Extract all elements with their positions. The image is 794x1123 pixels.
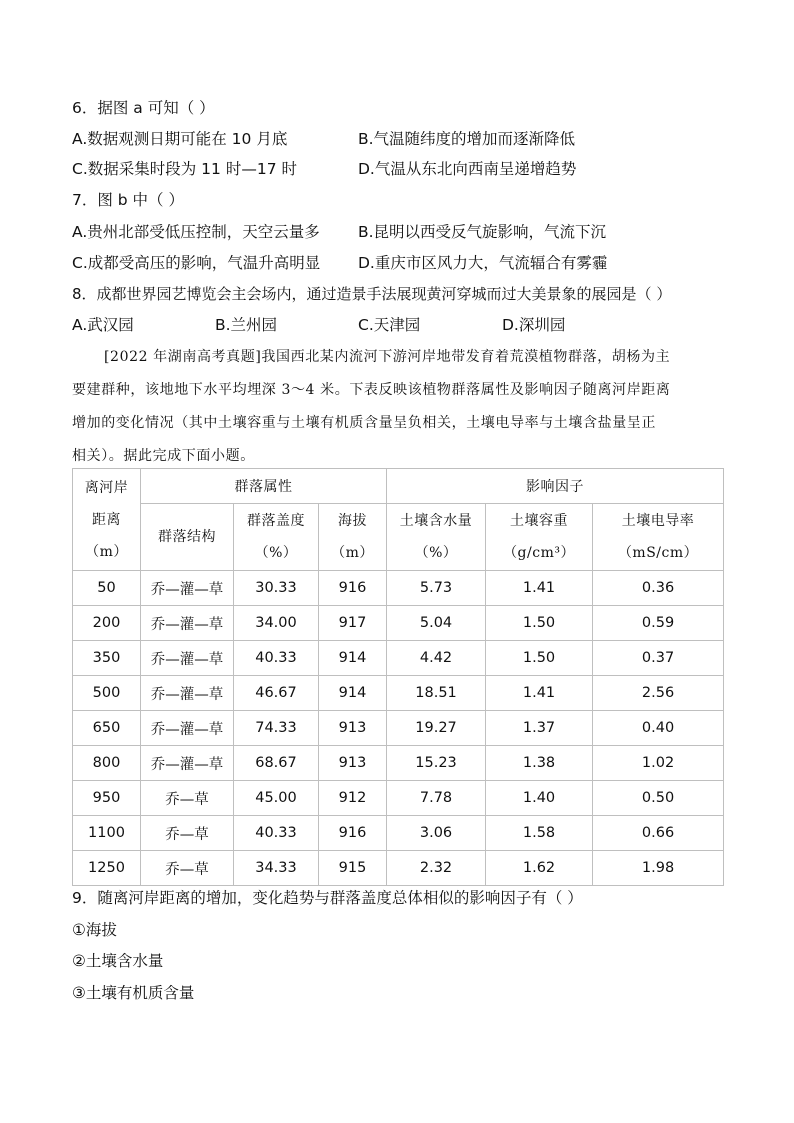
cell-cover: 30.33 [234, 571, 319, 606]
cell-soil-conductivity: 0.40 [593, 711, 724, 746]
question-7-option-c: C.成都受高压的影响，气温升高明显 [72, 254, 321, 272]
cell-cover: 74.33 [234, 711, 319, 746]
header-structure: 群落结构 [141, 504, 234, 571]
table-row [73, 571, 724, 606]
cell-soil-water: 4.42 [387, 641, 486, 676]
cell-soil-water: 5.04 [387, 606, 486, 641]
cell-soil-density: 1.37 [486, 711, 593, 746]
passage-line-4: 相关）。据此完成下面小题。 [72, 448, 255, 464]
table-row [73, 606, 724, 641]
question-6-option-c: C.数据采集时段为 11 时—17 时 [72, 160, 297, 178]
table-row [73, 851, 724, 886]
passage-intro [72, 341, 726, 473]
cell-soil-conductivity: 1.02 [593, 746, 724, 781]
question-9-item-3: ③土壤有机质含量 [72, 984, 195, 1002]
question-8-stem: 8．成都世界园艺博览会主会场内，通过造景手法展现黄河穿城而过大美景象的展园是（ ） [72, 285, 672, 303]
cell-structure: 乔—灌—草 [141, 746, 234, 781]
cell-altitude: 914 [319, 641, 387, 676]
cell-soil-water: 18.51 [387, 676, 486, 711]
question-7-option-d: D.重庆市区风力大，气流辐合有雾霾 [358, 254, 608, 272]
table-row [73, 781, 724, 816]
cell-altitude: 912 [319, 781, 387, 816]
cell-altitude: 913 [319, 711, 387, 746]
cell-cover: 34.00 [234, 606, 319, 641]
question-8-option-a: A.武汉园 [72, 316, 134, 334]
cell-soil-water: 3.06 [387, 816, 486, 851]
cell-soil-conductivity: 1.98 [593, 851, 724, 886]
question-8-option-d: D.深圳园 [502, 316, 566, 334]
cell-altitude: 914 [319, 676, 387, 711]
question-7-stem: 7．图 b 中（ ） [72, 191, 184, 209]
table-row [73, 676, 724, 711]
cell-cover: 68.67 [234, 746, 319, 781]
cell-soil-density: 1.62 [486, 851, 593, 886]
cell-soil-density: 1.38 [486, 746, 593, 781]
cell-structure: 乔—灌—草 [141, 641, 234, 676]
vegetation-data-table [72, 468, 724, 886]
cell-structure: 乔—灌—草 [141, 711, 234, 746]
cell-soil-conductivity: 2.56 [593, 676, 724, 711]
cell-altitude: 916 [319, 571, 387, 606]
cell-soil-water: 7.78 [387, 781, 486, 816]
cell-soil-conductivity: 0.37 [593, 641, 724, 676]
header-cover: 群落盖度（%） [234, 504, 319, 571]
cell-soil-water: 2.32 [387, 851, 486, 886]
cell-cover: 45.00 [234, 781, 319, 816]
question-6-option-d: D.气温从东北向西南呈递增趋势 [358, 160, 577, 178]
cell-soil-water: 5.73 [387, 571, 486, 606]
header-soil-density: 土壤容重（g/cm³） [486, 504, 593, 571]
table-row [73, 641, 724, 676]
cell-distance: 500 [73, 676, 141, 711]
cell-structure: 乔—灌—草 [141, 606, 234, 641]
header-influencing-factors: 影响因子 [387, 469, 724, 504]
cell-distance: 350 [73, 641, 141, 676]
cell-soil-density: 1.41 [486, 571, 593, 606]
cell-distance: 1250 [73, 851, 141, 886]
cell-soil-density: 1.41 [486, 676, 593, 711]
cell-soil-density: 1.50 [486, 606, 593, 641]
question-9-item-2: ②土壤含水量 [72, 952, 164, 970]
cell-cover: 46.67 [234, 676, 319, 711]
table-body [73, 571, 724, 886]
cell-soil-density: 1.40 [486, 781, 593, 816]
cell-cover: 40.33 [234, 641, 319, 676]
cell-distance: 200 [73, 606, 141, 641]
cell-structure: 乔—灌—草 [141, 571, 234, 606]
question-6-option-b: B.气温随纬度的增加而逐渐降低 [358, 130, 576, 148]
header-soil-water: 土壤含水量（%） [387, 504, 486, 571]
cell-soil-density: 1.58 [486, 816, 593, 851]
question-7-option-b: B.昆明以西受反气旋影响，气流下沉 [358, 223, 607, 241]
cell-distance: 650 [73, 711, 141, 746]
cell-soil-conductivity: 0.50 [593, 781, 724, 816]
cell-altitude: 917 [319, 606, 387, 641]
cell-soil-conductivity: 0.36 [593, 571, 724, 606]
header-soil-conductivity: 土壤电导率（mS/cm） [593, 504, 724, 571]
cell-structure: 乔—灌—草 [141, 676, 234, 711]
cell-structure: 乔—草 [141, 851, 234, 886]
cell-structure: 乔—草 [141, 816, 234, 851]
cell-distance: 950 [73, 781, 141, 816]
passage-line-1: [2022 年湖南高考真题]我国西北某内流河下游河岸地带发育着荒漠植物群落，胡杨为主 [104, 349, 671, 365]
header-community-attributes: 群落属性 [141, 469, 387, 504]
passage-line-3: 增加的变化情况（其中土壤容重与土壤有机质含量呈负相关，土壤电导率与土壤含盐量呈正 [72, 415, 656, 431]
table-row [73, 816, 724, 851]
cell-distance: 1100 [73, 816, 141, 851]
cell-altitude: 916 [319, 816, 387, 851]
passage-line-2: 要建群种，该地地下水平均埋深 3～4 米。下表反映该植物群落属性及影响因子随离河岸距离 [72, 382, 671, 398]
cell-cover: 34.33 [234, 851, 319, 886]
cell-altitude: 915 [319, 851, 387, 886]
question-6-stem: 6．据图 a 可知（ ） [72, 99, 215, 117]
question-7-option-a: A.贵州北部受低压控制，天空云量多 [72, 223, 320, 241]
header-distance: 离河岸距离（m） [73, 469, 141, 571]
cell-soil-conductivity: 0.59 [593, 606, 724, 641]
table-row [73, 711, 724, 746]
cell-distance: 800 [73, 746, 141, 781]
cell-distance: 50 [73, 571, 141, 606]
table-row [73, 746, 724, 781]
cell-soil-water: 15.23 [387, 746, 486, 781]
cell-altitude: 913 [319, 746, 387, 781]
question-8-option-c: C.天津园 [358, 316, 421, 334]
cell-cover: 40.33 [234, 816, 319, 851]
header-altitude: 海拔（m） [319, 504, 387, 571]
question-8-option-b: B.兰州园 [215, 316, 278, 334]
cell-structure: 乔—草 [141, 781, 234, 816]
cell-soil-water: 19.27 [387, 711, 486, 746]
question-9-item-1: ①海拔 [72, 921, 117, 939]
question-6-option-a: A.数据观测日期可能在 10 月底 [72, 130, 288, 148]
cell-soil-conductivity: 0.66 [593, 816, 724, 851]
question-9-stem: 9．随离河岸距离的增加，变化趋势与群落盖度总体相似的影响因子有（ ） [72, 889, 583, 907]
cell-soil-density: 1.50 [486, 641, 593, 676]
